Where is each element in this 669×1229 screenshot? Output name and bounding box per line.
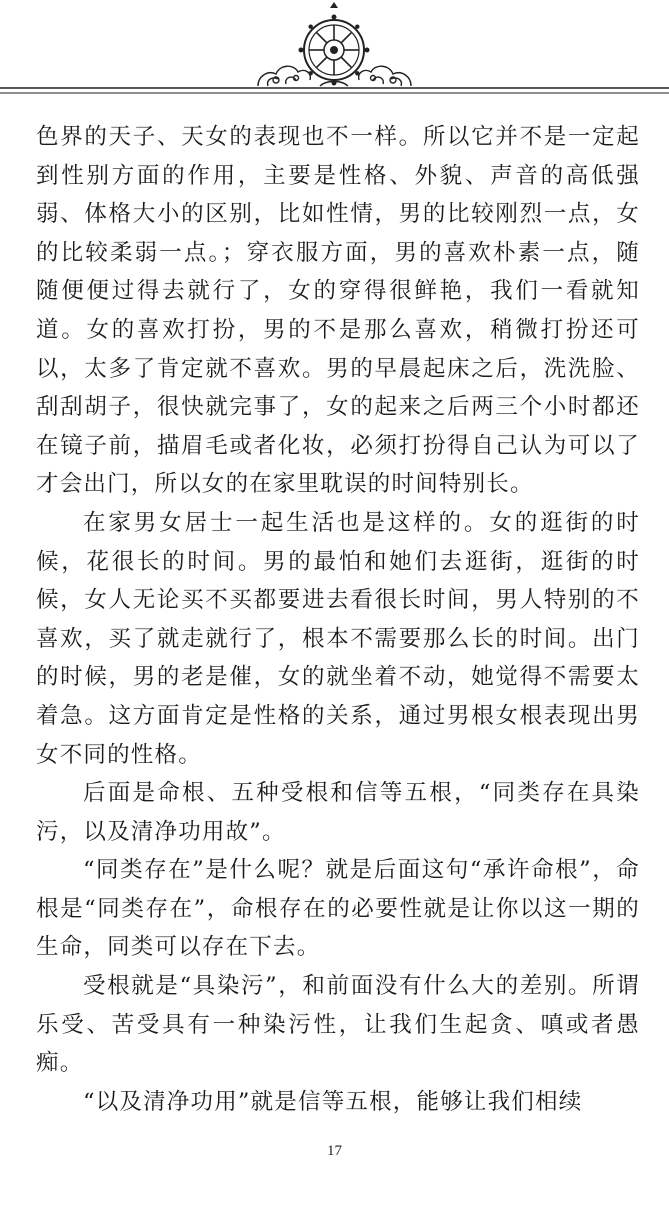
paragraph: “以及清净功用”就是信等五根，能够让我们相续 [83, 1088, 583, 1115]
cloud-scroll-icon [258, 66, 310, 86]
paragraph: 后面是命根、五种受根和信等五根，“同类存在具染污，以及清净功用故”。 [36, 780, 640, 845]
dharma-wheel-icon [299, 2, 370, 86]
paragraph: 受根就是“具染污”，和前面没有什么大的差别。所谓乐受、苦受具有一种染污性，让我们生起贪、嗔或者愚痴。 [36, 973, 640, 1077]
paragraph: “同类存在”是什么呢？就是后面这句“承许命根”，命根是“同类存在”，命根存在的必要性就是让你以这一期的生命，同类可以存在下去。 [36, 857, 640, 961]
paragraph: 色界的天子、天女的表现也不一样。所以它并不是一定起到性别方面的作用，主要是性格、外貌、声音的高低强弱、体格大小的区别，比如性情，男的比较刚烈一点，女的比较柔弱一点。；穿衣服方面，男的喜欢朴素一点，随随便便过得去就行了，女的穿得很鲜艳，我们一看就知道。女的喜欢打扮，男的不是那么喜欢，稍微打扮还可以，太多了肯定就不喜欢。男的早晨起床之后，洗洗脸、刮刮胡子，很快就完事了，女的起来之后两三个小时都还在镜子前，描眉毛或者化妆，必须打扮得自己认为可以了才会出门，所以女的在家里耽误的时间特别长。 [36, 124, 640, 498]
paragraph: 在家男女居士一起生活也是这样的。女的逛街的时候，花很长的时间。男的最怕和她们去逛街，逛街的时候，女人无论买不买都要进去看很长时间，男人特别的不喜欢，买了就走就行了，根本不需要那么长的时间。出门的时候，男的老是催，女的就坐着不动，她觉得不需要太着急。这方面肯定是性格的关系，通过男根女根表现出男女不同的性格。 [36, 509, 640, 768]
page-number: 17 [327, 1143, 342, 1159]
cloud-scroll-icon [359, 66, 411, 86]
page-header [0, 0, 669, 100]
header-ornament [0, 0, 669, 100]
body-text [36, 118, 640, 1121]
